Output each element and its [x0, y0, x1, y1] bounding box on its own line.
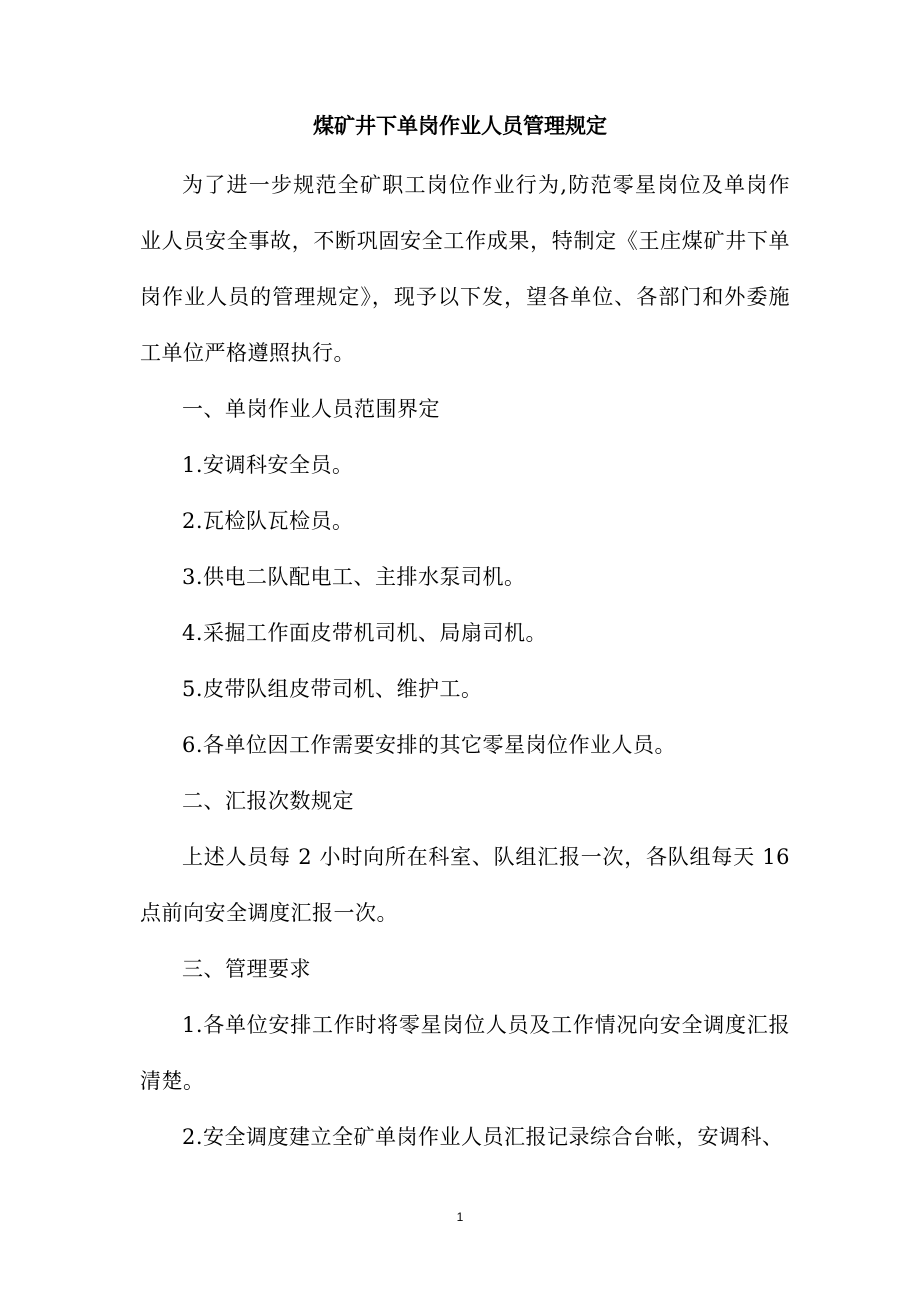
- requirement-item: 2.安全调度建立全矿单岗作业人员汇报记录综合台帐，安调科、: [182, 1125, 784, 1149]
- section-heading-scope: 一、单岗作业人员范围界定: [182, 397, 440, 421]
- list-item: 2.瓦检队瓦检员。: [182, 509, 354, 533]
- document-title: 煤矿井下单岗作业人员管理规定: [313, 113, 607, 138]
- list-item: 1.安调科安全员。: [182, 453, 354, 477]
- page-number: 1: [456, 1210, 464, 1224]
- list-item: 5.皮带队组皮带司机、维护工。: [182, 677, 483, 701]
- list-item: 4.采掘工作面皮带机司机、局扇司机。: [182, 621, 548, 645]
- section-heading-requirements: 三、管理要求: [182, 957, 311, 981]
- section-heading-report-frequency: 二、汇报次数规定: [182, 789, 354, 813]
- intro-paragraph: 为了进一步规范全矿职工岗位作业行为,防范零星岗位及单岗作业人员安全事故，不断巩固安全工作成果，特制定《王庄煤矿井下单岗作业人员的管理规定》，现予以下发，望各单位、各部门和外委施工单位严格遵照执行。: [140, 173, 790, 365]
- list-item: 3.供电二队配电工、主排水泵司机。: [182, 565, 526, 589]
- list-item: 6.各单位因工作需要安排的其它零星岗位作业人员。: [182, 733, 677, 757]
- report-frequency-paragraph: 上述人员每 2 小时向所在科室、队组汇报一次，各队组每天 16 点前向安全调度汇报一次。: [140, 845, 790, 925]
- requirement-item: 1.各单位安排工作时将零星岗位人员及工作情况向安全调度汇报清楚。: [140, 1013, 790, 1093]
